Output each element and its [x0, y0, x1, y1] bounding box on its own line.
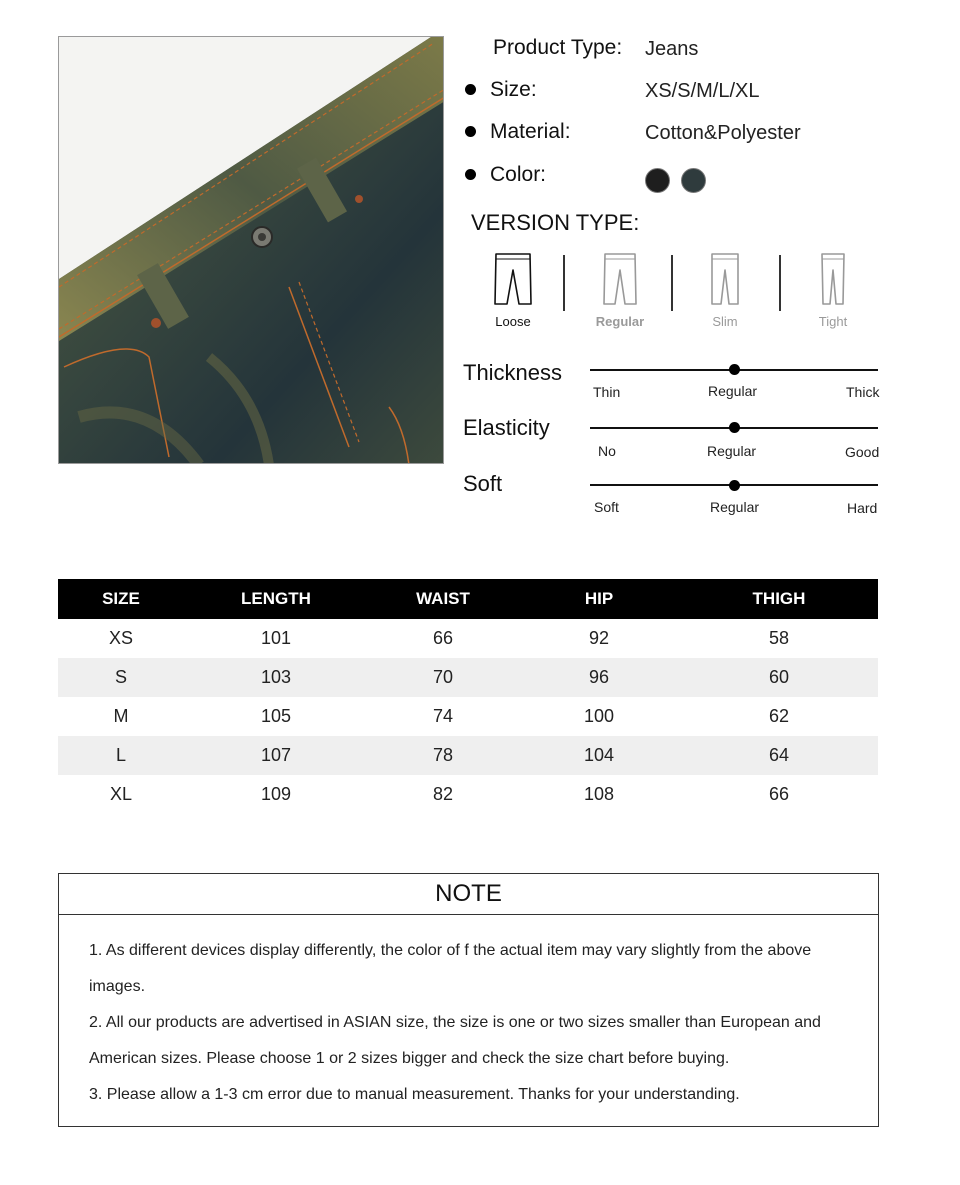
- table-cell: 105: [260, 706, 292, 726]
- table-cell: M: [113, 706, 129, 726]
- slim-pants-icon: [705, 252, 745, 308]
- table-cell: 109: [260, 784, 292, 804]
- table-header-row: [58, 579, 878, 619]
- divider: [563, 255, 565, 311]
- version-type-loose[interactable]: [468, 252, 558, 329]
- elasticity-mid-label: Regular: [707, 443, 757, 459]
- table-cell: 108: [583, 784, 615, 804]
- softness-max-label: Hard: [847, 500, 878, 516]
- color-swatch-dark-green[interactable]: [681, 168, 706, 193]
- size-label: Size:: [490, 78, 537, 101]
- table-cell: 66: [432, 628, 454, 648]
- color-swatch-black[interactable]: [645, 168, 670, 193]
- table-cell: 58: [768, 628, 790, 648]
- version-type-regular-label: Regular: [595, 314, 645, 329]
- regular-pants-icon: [600, 252, 640, 308]
- note-body: [59, 915, 878, 1113]
- size-value: XS/S/M/L/XL: [645, 80, 760, 102]
- material-value: Cotton&Polyester: [645, 122, 801, 144]
- version-type-regular[interactable]: [575, 252, 665, 329]
- softness-marker: [729, 480, 740, 491]
- version-type-slim[interactable]: [680, 252, 770, 329]
- thickness-marker: [729, 364, 740, 375]
- note-line: American sizes. Please choose 1 or 2 sizes bigger and check the size chart before buying.: [89, 1050, 730, 1067]
- elasticity-marker: [729, 422, 740, 433]
- version-type-tight[interactable]: [788, 252, 878, 329]
- table-cell: 82: [432, 784, 454, 804]
- divider: [779, 255, 781, 311]
- loose-pants-icon: [493, 252, 533, 308]
- material-label: Material:: [490, 120, 571, 143]
- product-type-label: Product Type:: [493, 36, 623, 59]
- softness-title: Soft: [463, 471, 503, 496]
- note-line: images.: [89, 978, 146, 995]
- elasticity-max-label: Good: [845, 444, 880, 460]
- table-cell: 62: [768, 706, 790, 726]
- size-chart-table: [58, 579, 878, 814]
- softness-min-label: Soft: [594, 499, 619, 515]
- table-cell: XL: [109, 784, 133, 804]
- column-header: WAIST: [368, 579, 518, 619]
- bullet-icon: [465, 126, 476, 137]
- thickness-min-label: Thin: [593, 384, 621, 400]
- elasticity-title: Elasticity: [463, 415, 550, 440]
- version-type-slim-label: Slim: [712, 314, 738, 329]
- table-row: [58, 775, 878, 814]
- note-line: 1. As different devices display differently, the color of f the actual item may vary slightly from the above: [89, 942, 812, 959]
- table-row: [58, 658, 878, 697]
- thickness-mid-label: Regular: [708, 383, 758, 399]
- note-title: NOTE: [59, 874, 878, 915]
- table-row: [58, 619, 878, 658]
- table-cell: XS: [108, 628, 133, 648]
- table-cell: 101: [260, 628, 292, 648]
- table-cell: 104: [518, 736, 680, 775]
- note-line: 3. Please allow a 1-3 cm error due to manual measurement. Thanks for your understanding.: [89, 1086, 740, 1103]
- table-cell: 78: [368, 736, 518, 775]
- table-cell: 103: [184, 658, 368, 697]
- product-photo: [58, 36, 444, 464]
- column-header: THIGH: [680, 579, 878, 619]
- table-row: [58, 736, 878, 775]
- bullet-icon: [465, 169, 476, 180]
- thickness-title: Thickness: [463, 360, 563, 385]
- bullet-icon: [465, 84, 476, 95]
- version-type-title: VERSION TYPE:: [471, 210, 640, 235]
- table-cell: L: [58, 736, 184, 775]
- table-cell: 64: [680, 736, 878, 775]
- note-box: [58, 873, 879, 1127]
- softness-mid-label: Regular: [710, 499, 760, 515]
- table-cell: 60: [680, 658, 878, 697]
- table-cell: 100: [583, 706, 615, 726]
- jeans-image: [59, 37, 444, 464]
- table-cell: 96: [518, 658, 680, 697]
- version-type-loose-label: Loose: [495, 314, 531, 329]
- column-header: SIZE: [58, 579, 184, 619]
- table-cell: S: [58, 658, 184, 697]
- color-label: Color:: [490, 163, 547, 186]
- divider: [671, 255, 673, 311]
- note-line: 2. All our products are advertised in ASIAN size, the size is one or two sizes smaller than European and: [89, 1014, 821, 1031]
- product-type-value: Jeans: [645, 38, 699, 60]
- table-cell: 107: [184, 736, 368, 775]
- column-header: HIP: [518, 579, 680, 619]
- table-cell: 70: [368, 658, 518, 697]
- version-type-tight-label: Tight: [818, 314, 848, 329]
- table-cell: 66: [768, 784, 790, 804]
- elasticity-min-label: No: [598, 443, 616, 459]
- table-cell: 92: [588, 628, 610, 648]
- tight-pants-icon: [813, 252, 853, 308]
- column-header: LENGTH: [184, 579, 368, 619]
- thickness-max-label: Thick: [846, 384, 880, 400]
- table-row: [58, 697, 878, 736]
- table-cell: 74: [432, 706, 454, 726]
